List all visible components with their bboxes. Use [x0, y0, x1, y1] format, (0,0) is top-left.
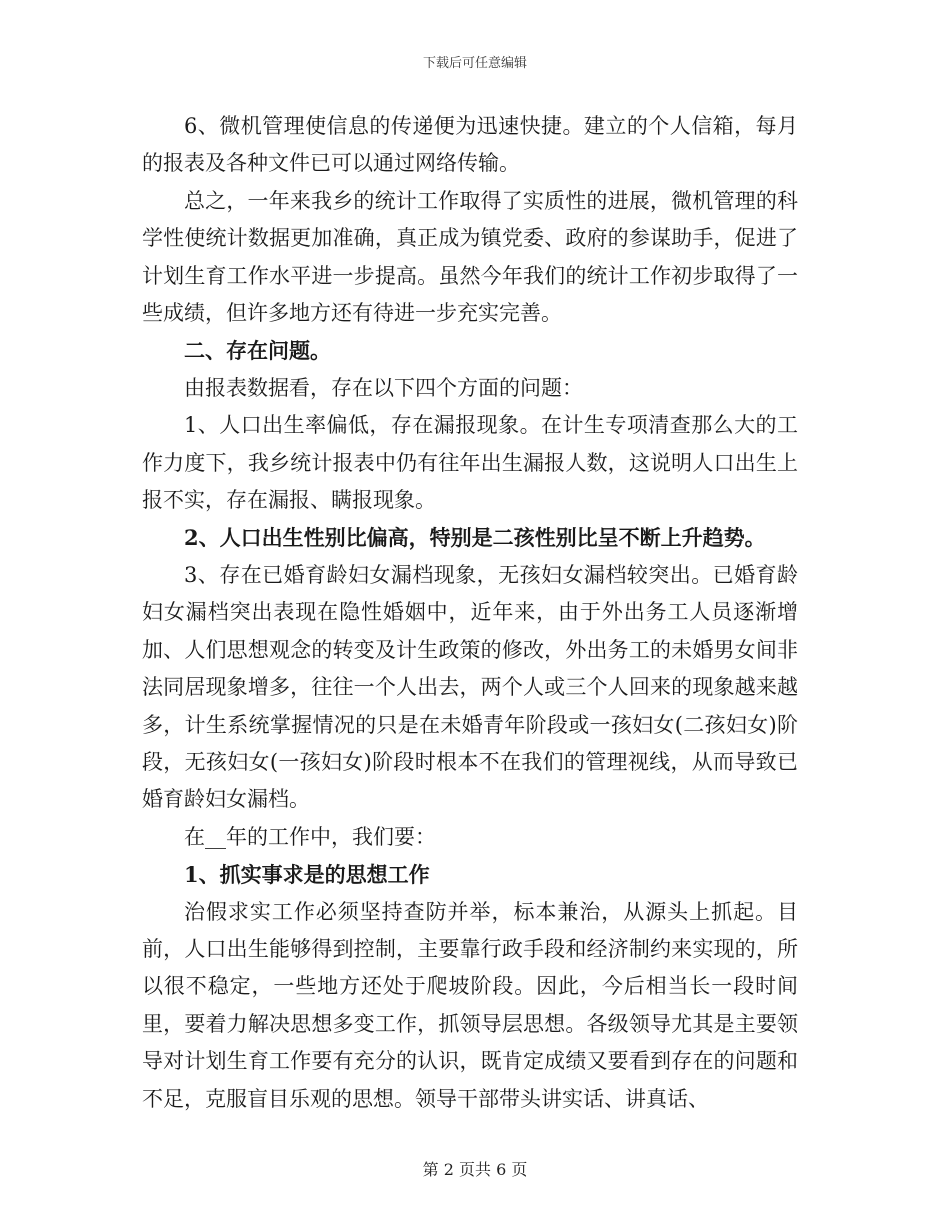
document-body	[142, 108, 798, 1118]
paragraph-task-1: 治假求实工作必须坚持查防并举，标本兼治，从源头上抓起。目前，人口出生能够得到控制，主要靠行政手段和经济制约来实现的，所以很不稳定，一些地方还处于爬坡阶段。因此，今后相当长一段时间里，要着力解决思想多变工作，抓领导层思想。各级领导尤其是主要领导对计划生育工作要有充分的认识，既肯定成绩又要看到存在的问题和不足，克服盲目乐观的思想。领导干部带头讲实话、讲真话、	[142, 899, 798, 1111]
section-heading-problems: 二、存在问题。	[184, 338, 331, 364]
paragraph-problem-3: 3、存在已婚育龄妇女漏档现象，无孩妇女漏档较突出。已婚育龄妇女漏档突出表现在隐性婚姻中，近年来，由于外出务工人员逐渐增加、人们思想观念的转变及计生政策的修改，外出务工的未婚男女间非法同居现象增多，往往一个人出去，两个人或三个人回来的现象越来越多，计生系统掌握情况的只是在未婚青年阶段或一孩妇女(二孩妇女)阶段，无孩妇女(一孩妇女)阶段时根本不在我们的管理视线，从而导致已婚育龄妇女漏档。	[142, 562, 798, 812]
paragraph-problem-2: 2、人口出生性别比偏高，特别是二孩性别比呈不断上升趋势。	[184, 525, 766, 551]
paragraph-intro-problems: 由报表数据看，存在以下四个方面的问题：	[184, 375, 583, 400]
paragraph-problem-1: 1、人口出生率偏低，存在漏报现象。在计生专项清查那么大的工作力度下，我乡统计报表中仍有往年出生漏报人数，这说明人口出生上报不实，存在漏报、瞒报现象。	[142, 413, 798, 513]
page-header: 下载后可任意编辑	[422, 56, 527, 71]
paragraph-2: 总之，一年来我乡的统计工作取得了实质性的进展，微机管理的科学性使统计数据更加准确，真正成为镇党委、政府的参谋助手，促进了计划生育工作水平进一步提高。虽然今年我们的统计工作初步取得了一些成绩，但许多地方还有待进一步充实完善。	[142, 188, 798, 326]
page-footer: 第 2 页共 6 页	[422, 1160, 528, 1179]
subheading-task-1: 1、抓实事求是的思想工作	[184, 862, 430, 888]
paragraph-1: 6、微机管理使信息的传递便为迅速快捷。建立的个人信箱，每月的报表及各种文件已可以通过网络传输。	[142, 114, 798, 176]
paragraph-intro-tasks: 在__年的工作中，我们要：	[184, 824, 436, 849]
